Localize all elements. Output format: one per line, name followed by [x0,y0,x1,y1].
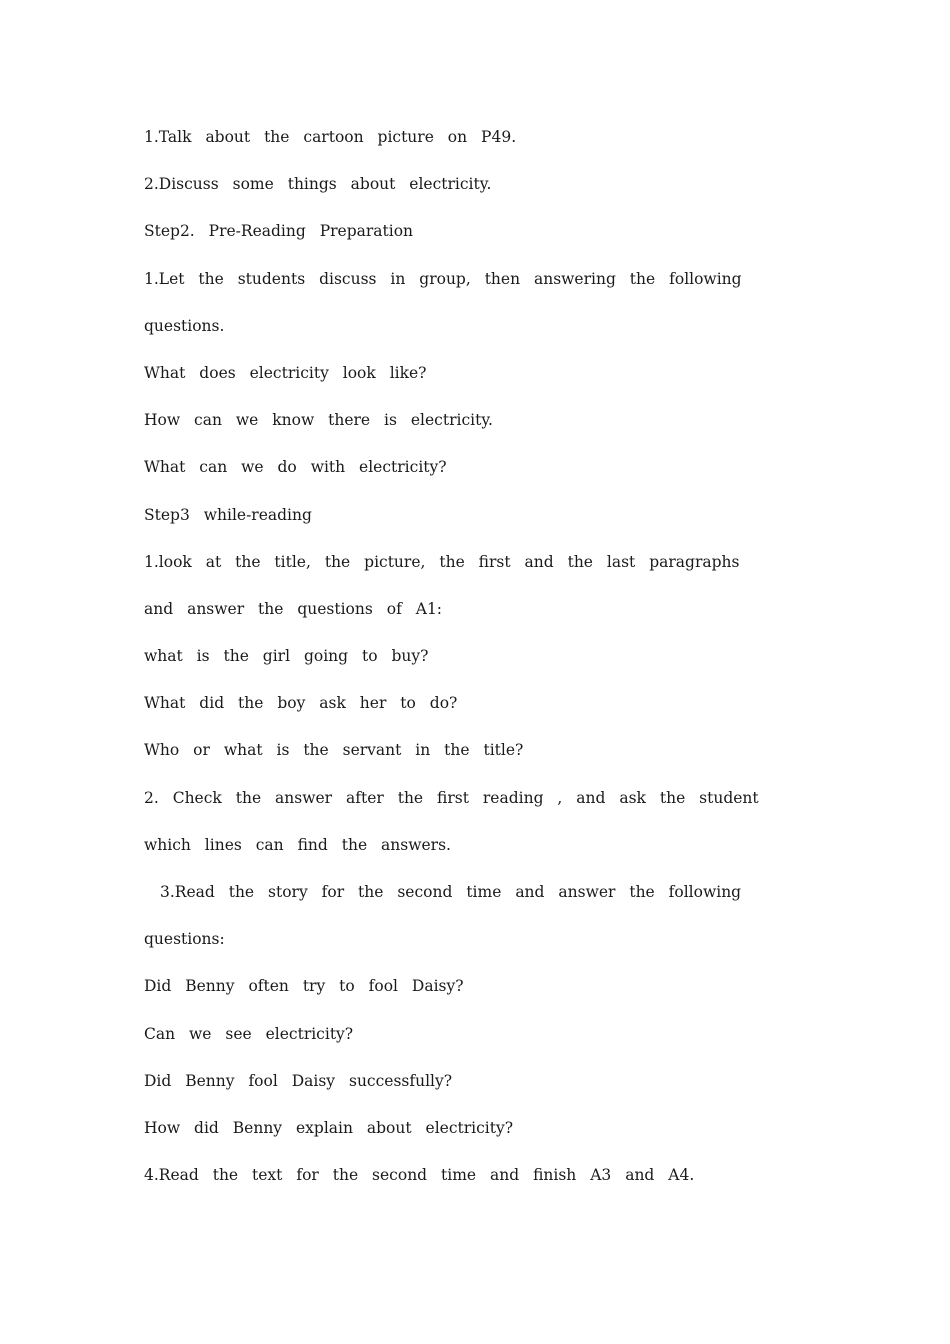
step-heading-2: Step2. Pre-Reading Preparation [144,222,414,241]
question-line-7: Did Benny often try to fool Daisy? [144,977,464,996]
text-line-15: 2. Check the answer after the first reading , and ask the student [144,788,759,807]
text-line-16: which lines can find the answers. [144,835,451,854]
question-line-3: What can we do with electricity? [144,458,447,477]
question-line-2: How can we know there is electricity. [144,411,493,430]
text-line-17: 3.Read the story for the second time and answer the following [160,883,742,901]
question-line-10: How did Benny explain about electricity? [144,1118,514,1137]
text-line-5: questions. [144,316,225,335]
question-line-4: what is the girl going to buy? [144,647,429,666]
question-line-9: Did Benny fool Daisy successfully? [144,1071,453,1090]
question-line-5: What did the boy ask her to do? [144,694,458,713]
text-line-11: and answer the questions of A1: [144,599,443,618]
step-heading-3: Step3 while-reading [144,505,312,524]
text-line-18: questions: [144,930,225,949]
text-line-1: 1.Talk about the cartoon picture on P49. [144,128,517,146]
question-line-6: Who or what is the servant in the title? [144,741,524,760]
question-line-8: Can we see electricity? [144,1024,354,1043]
text-line-2: 2.Discuss some things about electricity. [144,175,492,194]
text-line-10: 1.look at the title, the picture, the first and the last paragraphs [144,552,740,571]
question-line-1: What does electricity look like? [144,363,427,382]
text-line-23: 4.Read the text for the second time and finish A3 and A4. [144,1166,695,1185]
text-line-4: 1.Let the students discuss in group, then answering the following [144,269,742,288]
document-body [144,126,844,1211]
